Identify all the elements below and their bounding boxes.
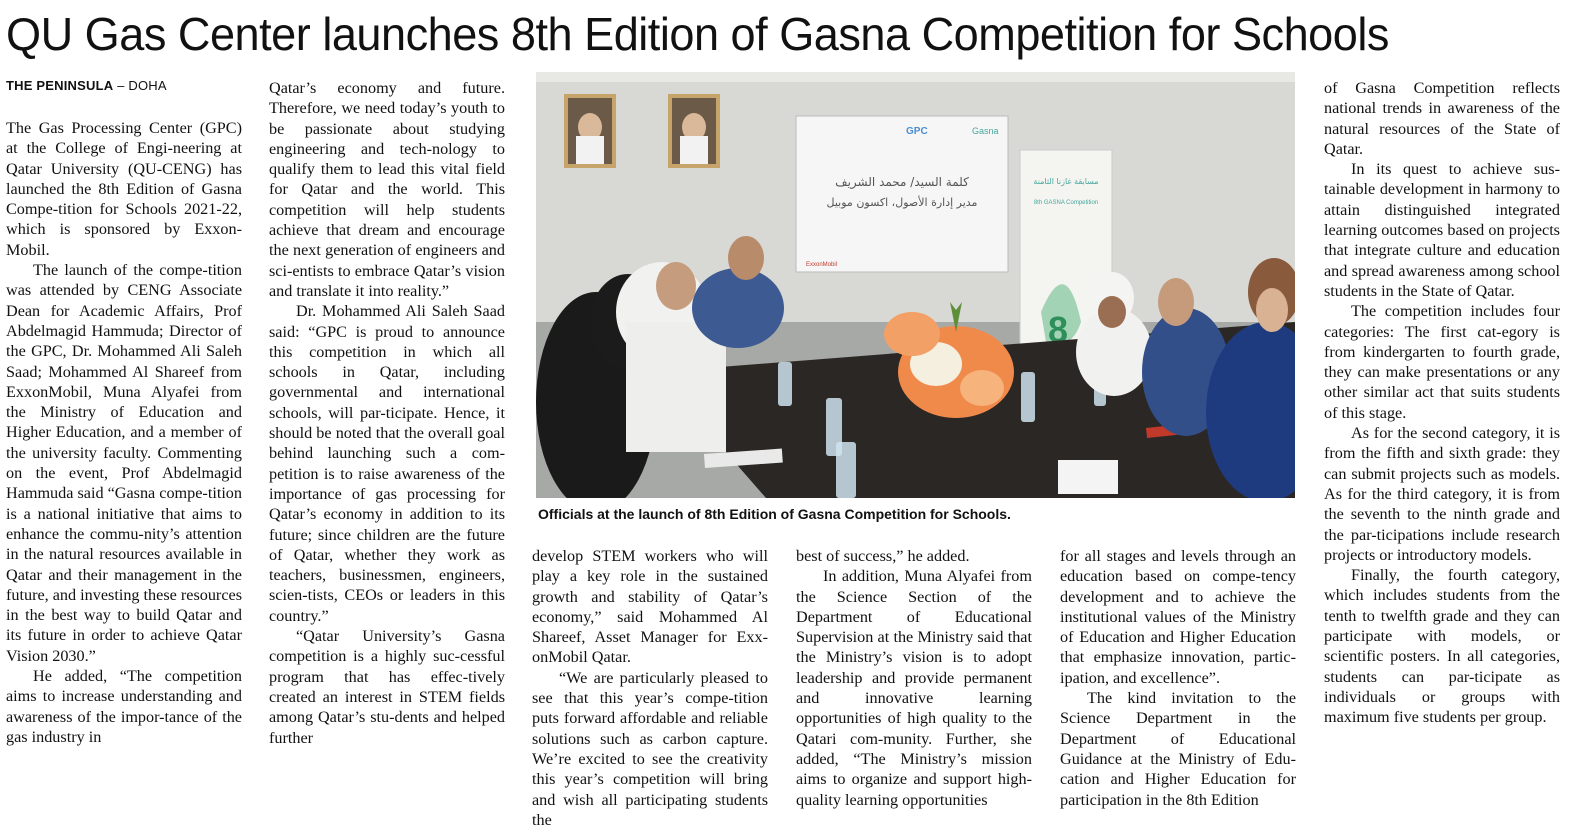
paragraph: As for the second category, it is from the fifth and sixth grade: they can submit projects such as models. As for the third category, it is from the seventh to the ninth grade and the par-ticipations include research projects or introductory models. [1324,424,1560,564]
paragraph: Finally, the fourth category, which includes students from the tenth to twelfth grade and they can participate with models, or scientific posters. In all categories, students can par-ticipate as individuals or groups with maximum five students per group. [1324,566,1560,727]
paragraph: The kind invitation to the Science Department in the Department of Educational Guidance at the Ministry of Edu-cation and Higher Education for participation in the 8th Edition [1060,689,1296,809]
article-column-1 [6,118,242,836]
photo-caption: Officials at the launch of 8th Edition of Gasna Competition for Schools. [538,506,1011,522]
screen-logo-gpc: GPC [906,126,928,137]
screen-logo-gasna: Gasna [972,126,999,136]
paragraph: “We are particularly pleased to see that this year’s compe-tition puts forward affordable and reliable solutions such as carbon capture. We’re excited to see the creativity this year’s competition will bring and wish all participating students the [532,668,768,829]
byline [6,78,167,93]
paragraph: Dr. Mohammed Ali Saleh Saad said: “GPC is proud to announce this competition in which all schools in Qatar, including governmental and international schools, will par-ticipate. Hence, it should be noted that the overall goal behind launching such a com-petition is to raise awareness of the importance of gas processing for Qatar’s economy in addition to its future; since children are the future of Qatar, whether they work as teachers, businessmen, engineers, scien-tists, CEOs or leaders in this country.” [269,302,505,625]
presentation-screen [796,116,1008,272]
banner-title-en: 8th GASNA Competition [1033,200,1099,206]
paragraph: “Qatar University’s Gasna competition is a highly suc-cessful program that has effec-tively created an interest in STEM fields among Qatar’s stu-dents and helped further [269,627,505,747]
article-column-4 [796,546,1032,836]
paragraph: In addition, Muna Alyafei from the Science Section of the Department of Educational Supervision at the Ministry said that the Ministry’s vision is to adopt leadership and provide permanent and innovative learning opportunities of high quality to the Qatari com-munity. Further, she added, “The Ministry’s mission aims to organize and support high-quality learning opportunities [796,567,1032,809]
article-photo [536,72,1295,498]
byline-location: DOHA [128,78,167,93]
paragraph: for all stages and levels through an education based on compe-tency development and to achieve the institutional values of the Ministry of Education and Higher Education that emphasize innovation, partic-ipation, and excellence”. [1060,547,1296,687]
article-column-2 [269,78,505,836]
paragraph: The Gas Processing Center (GPC) at the College of Engi-neering at Qatar University (QU-CENG) has launched the 8th Edition of Gasna Compe-tition for Schools 2021-22, which is sponsored by Exxon-Mobil. [6,119,242,259]
screen-footer: ExxonMobil [806,262,838,268]
paragraph: best of success,” he added. [796,547,970,565]
article-column-6 [1324,78,1560,836]
paragraph: In its quest to achieve sus-tainable development in harmony to attain distinguished integrated learning outcomes based on projects that integrate culture and education and spread awareness among school students in the State of Qatar. [1324,160,1560,300]
banner-title-ar: مسابقة غازنا الثامنة [1033,177,1099,186]
person [692,268,784,348]
article-column-5 [1060,546,1296,836]
banner-number: 8 [1048,309,1069,350]
byline-paper: THE PENINSULA [6,78,114,93]
paragraph: of Gasna Competition reflects national trends in awareness of the natural resources of the State of Qatar. [1324,79,1560,158]
headline: QU Gas Center launches 8th Edition of Gasna Competition for Schools [6,8,1389,60]
paragraph: He added, “The competition aims to increase understanding and awareness of the impor-tance of the gas industry in [6,667,242,746]
screen-title-line-1: كلمة السيد/ محمد الشريف [835,175,969,189]
paragraph: develop STEM workers who will play a key role in the sustained growth and stability of Qatar’s economy,” said Mohammed Al Shareef, Asset Manager for Exx-onMobil Qatar. [532,547,768,667]
screen-title-line-2: مدير إدارة الأصول، اكسون موبيل [826,196,978,209]
meeting-photo [536,72,1295,498]
paragraph: The competition includes four categories: The first cat-egory is from kindergarten to fourth grade, they can make presentations or any other similar act that suits students of this stage. [1324,302,1560,422]
byline-separator: – [113,78,129,93]
paragraph: Qatar’s economy and future. Therefore, we need today’s youth to be passionate about studying engineering and tech-nology to qualify them to lead this vital field for Qatar and the world. This competition will help students achieve that dream and encourage the next generation of engineers and sci-entists to embrace Qatar’s vision and translate it into reality.” [269,79,505,300]
article-column-3 [532,546,768,836]
paragraph: The launch of the compe-tition was attended by CENG Associate Dean for Academic Affairs, Prof Abdelmagid Hammuda; Director of the GPC, Dr. Mohammed Ali Saleh Saad; Mohammed Al Shareef from ExxonMobil, Muna Alyafei from the Ministry of Education and Higher Education, and a member of the university faculty. Commenting on the event, Prof Abdelmagid Hammuda said “Gasna compe-tition is a national initiative that aims to enhance the commu-nity’s attention in the natural resources available in Qatar and their management in the future, and investing these resources in the best way to build Qatar and its future in order to achieve Qatar Vision 2030.” [6,261,242,665]
